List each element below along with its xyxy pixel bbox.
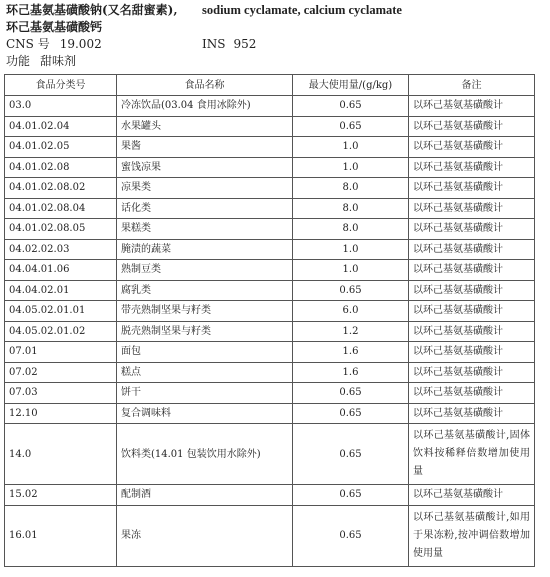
document-header [6, 2, 546, 70]
cell-food-name: 饮料类(14.01 包装饮用水除外) [117, 424, 293, 485]
cell-max-usage: 8.0 [293, 198, 409, 219]
title-line-1 [6, 2, 546, 19]
cell-food-name: 果糕类 [117, 219, 293, 240]
usage-table [4, 74, 535, 567]
cell-food-code: 04.05.02.01.02 [5, 321, 117, 342]
cell-food-code: 04.02.02.03 [5, 239, 117, 260]
table-body [5, 96, 535, 567]
cell-max-usage: 1.0 [293, 157, 409, 178]
cell-max-usage: 0.65 [293, 96, 409, 117]
cell-max-usage: 1.6 [293, 362, 409, 383]
cell-note: 以环己基氨基磺酸计,固体饮料按稀释倍数增加使用量 [409, 424, 535, 485]
title-chinese: 环己基氨基磺酸钠(又名甜蜜素), [6, 3, 178, 17]
cns-value: 19.002 [59, 37, 102, 51]
cell-note: 以环己基氨基磺酸计 [409, 260, 535, 281]
cell-food-name: 糕点 [117, 362, 293, 383]
cell-food-code: 04.04.02.01 [5, 280, 117, 301]
table-row [5, 96, 535, 117]
table-row [5, 198, 535, 219]
cell-note: 以环己基氨基磺酸计 [409, 321, 535, 342]
cell-max-usage: 8.0 [293, 178, 409, 199]
cell-food-code: 04.01.02.08.04 [5, 198, 117, 219]
table-row [5, 321, 535, 342]
cell-food-name: 面包 [117, 342, 293, 363]
cell-note: 以环己基氨基磺酸计 [409, 116, 535, 137]
cell-max-usage: 0.65 [293, 424, 409, 485]
cell-food-code: 07.02 [5, 362, 117, 383]
cell-food-code: 16.01 [5, 505, 117, 566]
cell-food-code: 07.01 [5, 342, 117, 363]
cell-note: 以环己基氨基磺酸计 [409, 178, 535, 199]
cell-food-name: 腌渍的蔬菜 [117, 239, 293, 260]
cell-max-usage: 1.0 [293, 260, 409, 281]
column-header-note: 备注 [409, 75, 535, 96]
table-row [5, 239, 535, 260]
cell-food-code: 04.01.02.04 [5, 116, 117, 137]
cell-food-name: 复合调味料 [117, 403, 293, 424]
cell-note: 以环己基氨基磺酸计 [409, 280, 535, 301]
table-row [5, 301, 535, 322]
cell-food-code: 15.02 [5, 485, 117, 506]
table-row [5, 485, 535, 506]
cell-max-usage: 0.65 [293, 116, 409, 137]
cell-max-usage: 1.0 [293, 239, 409, 260]
table-row [5, 219, 535, 240]
table-row [5, 157, 535, 178]
cell-note: 以环己基氨基磺酸计 [409, 342, 535, 363]
cell-max-usage: 8.0 [293, 219, 409, 240]
cell-food-name: 话化类 [117, 198, 293, 219]
cell-max-usage: 0.65 [293, 403, 409, 424]
cell-max-usage: 6.0 [293, 301, 409, 322]
cell-note: 以环己基氨基磺酸计,如用于果冻粉,按冲调倍数增加使用量 [409, 505, 535, 566]
table-header-row [5, 75, 535, 96]
table-row [5, 116, 535, 137]
cell-note: 以环己基氨基磺酸计 [409, 383, 535, 404]
column-header-code: 食品分类号 [5, 75, 117, 96]
cell-note: 以环己基氨基磺酸计 [409, 96, 535, 117]
cell-food-name: 果酱 [117, 137, 293, 158]
cell-food-name: 熟制豆类 [117, 260, 293, 281]
cell-note: 以环己基氨基磺酸计 [409, 157, 535, 178]
function-value: 甜味剂 [40, 54, 77, 68]
cell-food-name: 配制酒 [117, 485, 293, 506]
column-header-name: 食品名称 [117, 75, 293, 96]
cell-food-name: 冷冻饮品(03.04 食用冰除外) [117, 96, 293, 117]
function-line [6, 53, 546, 70]
table-row [5, 505, 535, 566]
cell-note: 以环己基氨基磺酸计 [409, 485, 535, 506]
cell-food-code: 04.05.02.01.01 [5, 301, 117, 322]
table-row [5, 137, 535, 158]
cell-food-code: 04.01.02.08.02 [5, 178, 117, 199]
cell-food-code: 04.04.01.06 [5, 260, 117, 281]
cell-food-name: 凉果类 [117, 178, 293, 199]
table-row [5, 362, 535, 383]
table-row [5, 280, 535, 301]
title-chinese-2: 环己基氨基磺酸钙 [6, 20, 103, 34]
cell-food-code: 07.03 [5, 383, 117, 404]
cell-note: 以环己基氨基磺酸计 [409, 219, 535, 240]
cell-note: 以环己基氨基磺酸计 [409, 301, 535, 322]
ins-value: 952 [233, 37, 257, 51]
cell-food-code: 04.01.02.08 [5, 157, 117, 178]
cell-food-name: 带壳熟制坚果与籽类 [117, 301, 293, 322]
cell-food-name: 脱壳熟制坚果与籽类 [117, 321, 293, 342]
cell-max-usage: 0.65 [293, 383, 409, 404]
table-row [5, 342, 535, 363]
title-english: sodium cyclamate, calcium cyclamate [202, 3, 402, 17]
cell-note: 以环己基氨基磺酸计 [409, 362, 535, 383]
cell-food-name: 腐乳类 [117, 280, 293, 301]
cell-note: 以环己基氨基磺酸计 [409, 198, 535, 219]
cell-food-code: 12.10 [5, 403, 117, 424]
cell-note: 以环己基氨基磺酸计 [409, 137, 535, 158]
function-label: 功能 [6, 54, 31, 68]
cell-note: 以环己基氨基磺酸计 [409, 403, 535, 424]
cell-note: 以环己基氨基磺酸计 [409, 239, 535, 260]
cell-food-code: 14.0 [5, 424, 117, 485]
ins-label: INS [202, 37, 226, 51]
table-row [5, 424, 535, 485]
cell-max-usage: 1.0 [293, 137, 409, 158]
cell-max-usage: 0.65 [293, 505, 409, 566]
cell-food-name: 蜜饯凉果 [117, 157, 293, 178]
column-header-max: 最大使用量/(g/kg) [293, 75, 409, 96]
cell-max-usage: 1.2 [293, 321, 409, 342]
table-row [5, 383, 535, 404]
cell-max-usage: 0.65 [293, 485, 409, 506]
cell-food-code: 04.01.02.08.05 [5, 219, 117, 240]
cell-food-name: 果冻 [117, 505, 293, 566]
cell-food-name: 水果罐头 [117, 116, 293, 137]
cell-food-code: 03.0 [5, 96, 117, 117]
title-line-2 [6, 19, 546, 36]
ins-block [202, 36, 256, 53]
cns-ins-line [6, 36, 546, 53]
cell-max-usage: 0.65 [293, 280, 409, 301]
table-row [5, 260, 535, 281]
table-row [5, 403, 535, 424]
cell-food-code: 04.01.02.05 [5, 137, 117, 158]
cns-label: CNS 号 [6, 37, 50, 51]
cell-max-usage: 1.6 [293, 342, 409, 363]
table-row [5, 178, 535, 199]
cell-food-name: 饼干 [117, 383, 293, 404]
